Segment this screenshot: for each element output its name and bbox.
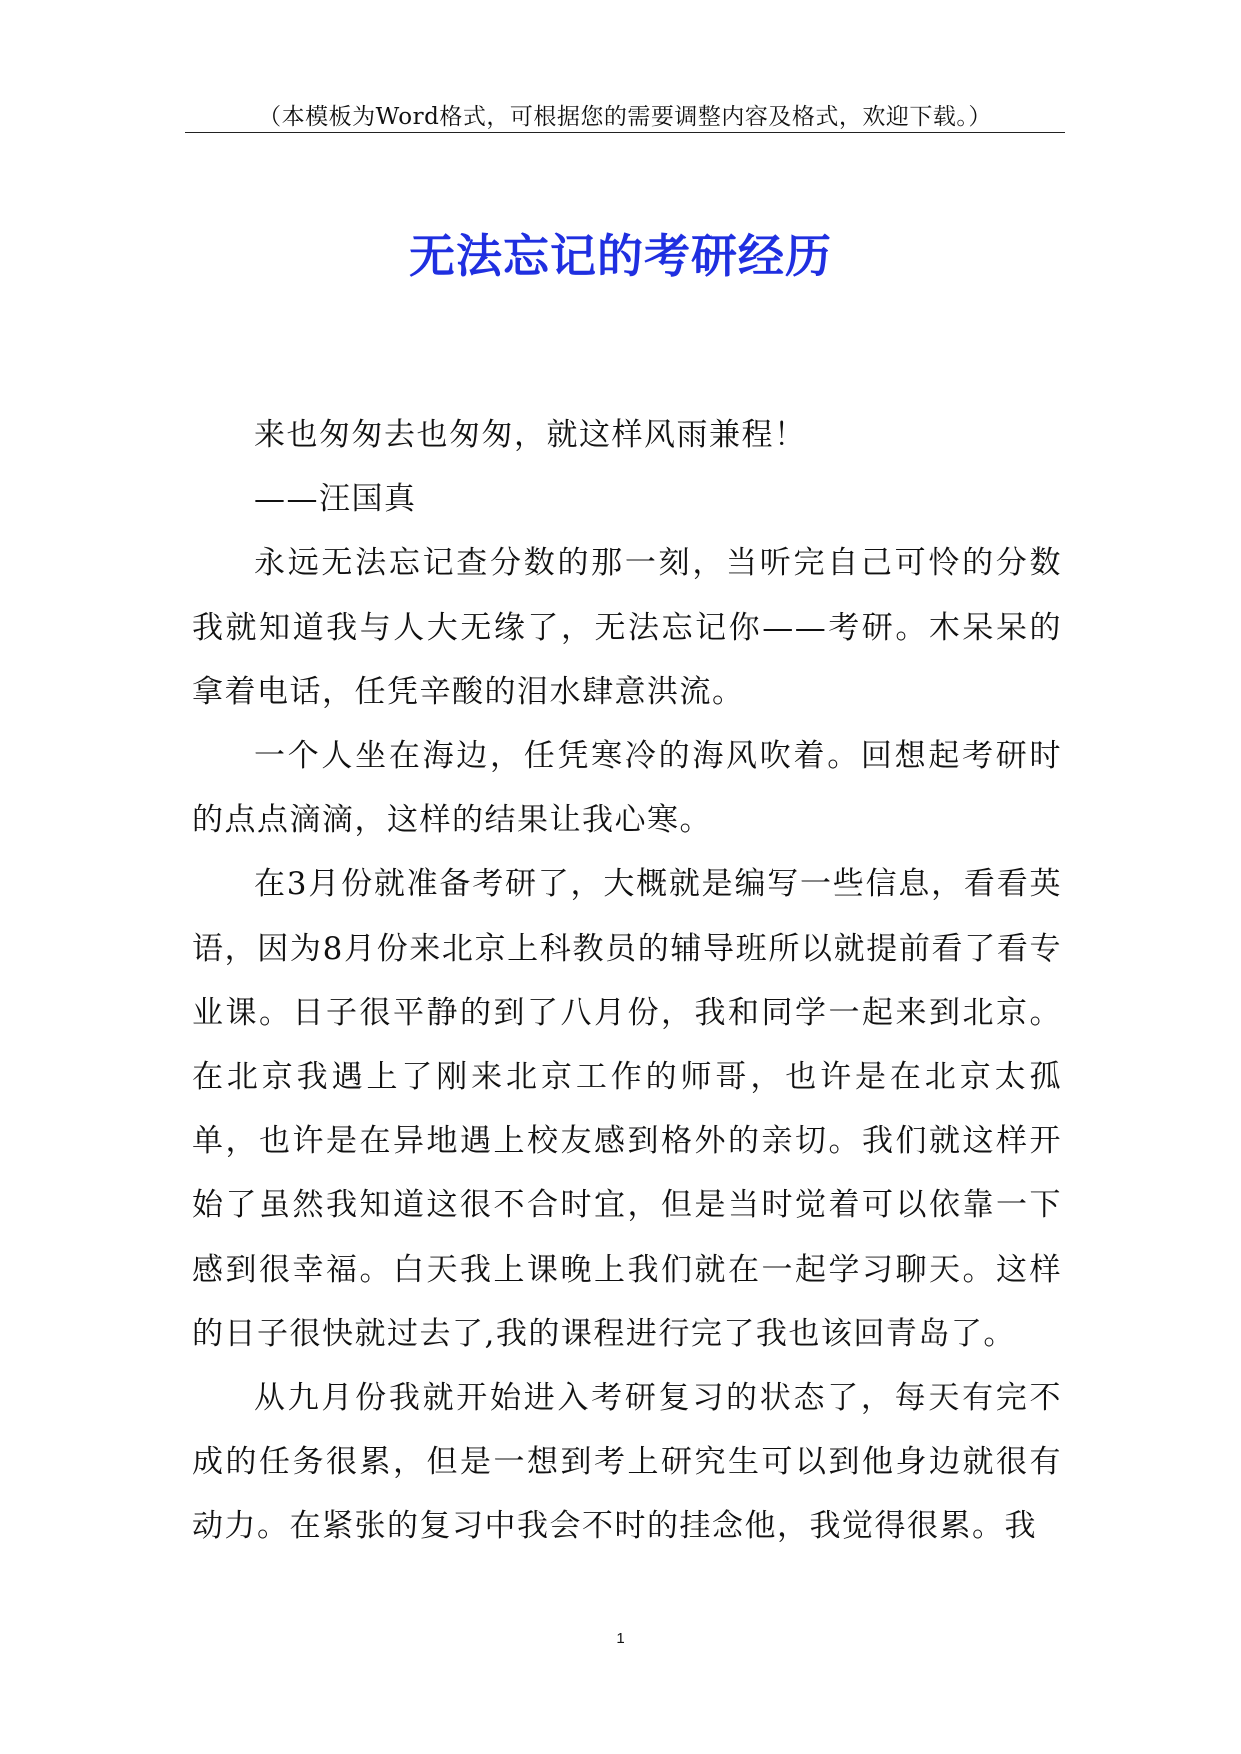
document-title: 无法忘记的考研经历 (409, 229, 832, 283)
paragraph: 从九月份我就开始进入考研复习的状态了，每天有完不成的任务很累，但是一想到考上研究生可以到他身边就很有动力。在紧张的复习中我会不时的挂念他，我觉得很累。我 (192, 1380, 1062, 1545)
paragraph: 一个人坐在海边，任凭寒冷的海风吹着。回想起考研时的点点滴滴，这样的结果让我心寒。 (192, 738, 1062, 839)
paragraph: 在3月份就准备考研了，大概就是编写一些信息，看看英语，因为8月份来北京上科教员的辅导班所以就提前看了看专业课。日子很平静的到了八月份，我和同学一起来到北京。在北京我遇上了刚来北京工作的师哥，也许是在北京太孤单，也许是在异地遇上校友感到格外的亲切。我们就这样开始了虽然我知道这很不合时宜，但是当时觉着可以依靠一下感到很幸福。白天我上课晚上我们就在一起学习聊天。这样的日子很快就过去了,我的课程进行完了我也该回青岛了。 (192, 866, 1062, 1352)
paragraph: ——汪国真 (254, 481, 417, 518)
paragraph: 来也匆匆去也匆匆，就这样风雨兼程！ (254, 417, 807, 453)
header-note: （本模板为Word格式，可根据您的需要调整内容及格式，欢迎下载。） (258, 104, 992, 130)
document-body (192, 403, 1062, 1559)
paragraph: 永远无法忘记查分数的那一刻，当听完自己可怜的分数我就知道我与人大无缘了，无法忘记你——考研。木呆呆的拿着电话，任凭辛酸的泪水肆意洪流。 (192, 545, 1062, 710)
page-number: 1 (616, 1630, 625, 1647)
header-divider (185, 132, 1065, 133)
